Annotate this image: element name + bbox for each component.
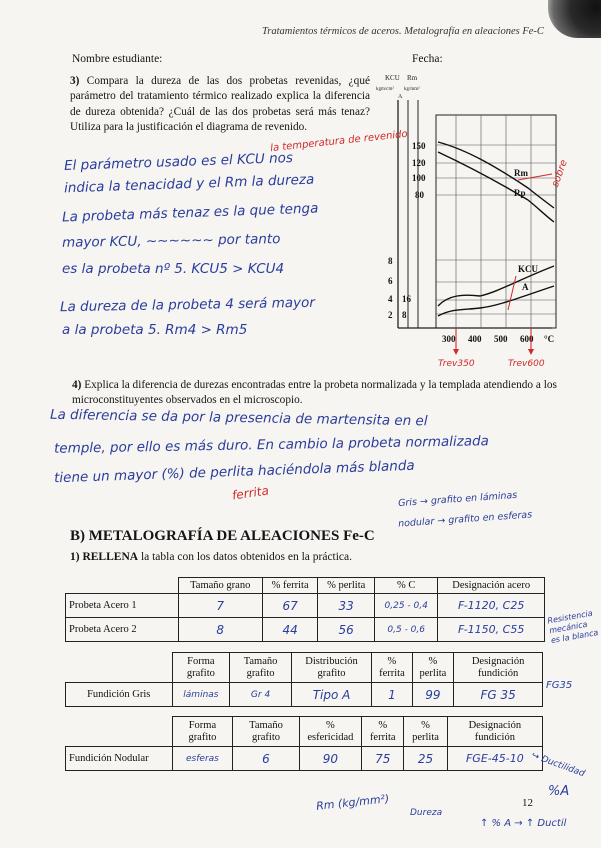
tick-100: 100 xyxy=(412,173,426,183)
q3-answer-line-1: El parámetro usado es el KCU nos xyxy=(63,150,294,174)
nodular-cell[interactable]: 90 xyxy=(299,747,362,771)
tick-mid-8: 8 xyxy=(402,310,407,320)
note-rm: Rm (kg/mm²) xyxy=(315,792,390,813)
gray-header-forma: Forma grafito xyxy=(172,653,230,683)
instruction-relleno xyxy=(70,551,352,563)
gray-cell[interactable]: láminas xyxy=(172,683,230,707)
axis-label-a: A xyxy=(398,94,403,100)
q4-answer-line-3: tiene un mayor (%) de perlita haciéndola más blanda xyxy=(53,457,415,487)
annotation-trev350: Trev350 xyxy=(438,359,475,369)
gray-table-corner xyxy=(66,653,173,683)
steel-table-corner xyxy=(66,578,179,594)
tick-300: 300 xyxy=(442,334,456,344)
curve-label-a: A xyxy=(522,282,529,292)
note-resistencia: Resistencia mecánica es la blanca xyxy=(546,608,599,646)
table-row xyxy=(66,747,543,771)
section-b-title: B) METALOGRAFÍA DE ALEACIONES Fe-C xyxy=(70,528,375,544)
gray-row-label: Fundición Gris xyxy=(66,683,173,707)
axis-label-rm: Rm xyxy=(407,74,418,82)
table-row xyxy=(66,618,545,642)
gray-header-tamano: Tamaño grafito xyxy=(230,653,292,683)
tick-500: 500 xyxy=(494,334,508,344)
note-nodular: nodular → grafito en esferas xyxy=(397,509,533,530)
tick-degc: °C xyxy=(544,334,555,344)
tick-16: 16 xyxy=(402,294,411,304)
tick-6: 6 xyxy=(388,276,393,286)
annotation-temperatura: la temperatura de revenido xyxy=(269,128,409,155)
nodular-header-designacion: Designación fundición xyxy=(447,717,542,747)
note-gris: Gris → grafito en láminas xyxy=(397,489,518,510)
instruction-relleno-rest: la tabla con los datos obtenidos en la práctica. xyxy=(138,551,353,563)
question-4 xyxy=(72,378,562,409)
steel-header-designacion: Designación acero xyxy=(438,578,545,594)
nodular-iron-table xyxy=(65,716,543,771)
gray-header-ferrita: % ferrita xyxy=(372,653,412,683)
annotation-trev600: Trev600 xyxy=(508,359,545,369)
steel-cell[interactable]: 56 xyxy=(318,618,375,642)
tick-400: 400 xyxy=(468,334,482,344)
question-4-number: 4) xyxy=(72,379,82,391)
nodular-table-corner xyxy=(66,717,173,747)
nodular-cell[interactable]: 6 xyxy=(233,747,299,771)
steel-table xyxy=(65,577,545,642)
nodular-header-ferrita: % ferrita xyxy=(362,717,404,747)
nodular-cell[interactable]: FGE-45-10 xyxy=(447,747,542,771)
curve-label-rp: Rp xyxy=(514,188,526,198)
q3-answer-line-2: indica la tenacidad y el Rm la dureza xyxy=(63,171,315,197)
instruction-relleno-bold: 1) RELLENA xyxy=(70,551,139,563)
gray-cell[interactable]: Tipo A xyxy=(291,683,371,707)
steel-header-perlita: % perlita xyxy=(318,578,375,594)
steel-cell[interactable]: 0,25 - 0,4 xyxy=(375,594,438,618)
gray-header-designacion: Designación fundición xyxy=(454,653,543,683)
note-ductilidad: ↪ Ductilidad xyxy=(529,750,586,780)
steel-cell[interactable]: F-1150, C55 xyxy=(438,618,545,642)
page-header: Tratamientos térmicos de aceros. Metalografía en aleaciones Fe-C xyxy=(262,26,544,37)
steel-cell[interactable]: 67 xyxy=(262,594,317,618)
nodular-header-tamano: Tamaño grafito xyxy=(233,717,299,747)
q4-answer-line-1: La diferencia se da por la presencia de martensita en el xyxy=(49,406,428,430)
steel-cell[interactable]: 7 xyxy=(178,594,262,618)
nodular-header-forma: Forma grafito xyxy=(172,717,233,747)
date-label: Fecha: xyxy=(412,53,443,65)
tick-2: 2 xyxy=(388,310,393,320)
tick-4: 4 xyxy=(388,294,393,304)
steel-cell[interactable]: 8 xyxy=(178,618,262,642)
question-3 xyxy=(70,74,370,135)
nodular-row-label: Fundición Nodular xyxy=(66,747,173,771)
tempering-diagram xyxy=(368,70,568,370)
steel-header-c: % C xyxy=(375,578,438,594)
table-row xyxy=(66,594,545,618)
question-3-number: 3) xyxy=(70,75,80,87)
gray-cell[interactable]: Gr 4 xyxy=(230,683,292,707)
axis-unit-rm: kg/mm² xyxy=(404,87,420,92)
curve-label-rm: Rm xyxy=(514,168,528,178)
tick-8: 8 xyxy=(388,256,393,266)
steel-cell[interactable]: 44 xyxy=(262,618,317,642)
steel-cell[interactable]: 33 xyxy=(318,594,375,618)
page-number: 12 xyxy=(522,797,533,809)
gray-cell[interactable]: FG 35 xyxy=(454,683,543,707)
question-3-text: Compara la dureza de las dos probetas revenidas, ¿qué parámetro del tratamiento térmico realizado explica la diferencia de dureza obtenida? ¿Cuál de las dos probetas será más tenaz? Utiliza para la justificación el diagrama de revenido. xyxy=(70,75,370,133)
student-name-label: Nombre estudiante: xyxy=(72,53,163,65)
question-4-text: Explica la diferencia de durezas encontradas entre la probeta normalizada y la templada atendiendo a los microconstituyentes observados en el microscopio. xyxy=(72,379,557,407)
gray-cell[interactable]: 1 xyxy=(372,683,412,707)
q4-answer-line-2: temple, por ello es más duro. En cambio la probeta normalizada xyxy=(53,433,490,457)
page-stain xyxy=(548,0,601,38)
note-fg35: FG35 xyxy=(546,680,573,691)
q3-answer-line-7: a la probeta 5. Rm4 > Rm5 xyxy=(62,322,248,338)
tick-120: 120 xyxy=(412,158,426,168)
steel-header-ferrita: % ferrita xyxy=(262,578,317,594)
note-percent-a: %A xyxy=(548,784,570,799)
tick-600: 600 xyxy=(520,334,534,344)
axis-unit-kcu: kgm/cm² xyxy=(376,87,394,92)
nodular-cell[interactable]: 75 xyxy=(362,747,404,771)
q3-answer-line-4: mayor KCU, ~~~~~~ por tanto xyxy=(61,231,281,251)
q3-answer-line-3: La probeta más tenaz es la que tenga xyxy=(61,200,319,226)
gray-header-perlita: % perlita xyxy=(412,653,454,683)
steel-row-label: Probeta Acero 2 xyxy=(66,618,179,642)
gray-header-distribucion: Distribución grafito xyxy=(291,653,371,683)
table-row xyxy=(66,683,543,707)
gray-iron-table xyxy=(65,652,543,707)
steel-cell[interactable]: F-1120, C25 xyxy=(438,594,545,618)
tick-150: 150 xyxy=(412,141,426,151)
rm-curve xyxy=(438,142,554,208)
axis-label-kcu: KCU xyxy=(385,74,400,82)
q3-answer-line-5: es la probeta nº 5. KCU5 > KCU4 xyxy=(62,261,285,277)
rp-curve xyxy=(438,152,554,222)
nodular-header-perlita: % perlita xyxy=(404,717,447,747)
gray-cell[interactable]: 99 xyxy=(412,683,454,707)
note-dureza: Dureza xyxy=(410,808,443,818)
steel-row-label: Probeta Acero 1 xyxy=(66,594,179,618)
annotation-sobre: sobre xyxy=(550,158,570,189)
curve-label-kcu: KCU xyxy=(518,264,538,274)
steel-cell[interactable]: 0,5 - 0,6 xyxy=(375,618,438,642)
tick-80: 80 xyxy=(415,190,424,200)
note-relation: ↑ % A → ↑ Ductil xyxy=(480,818,567,829)
q3-answer-line-6: La dureza de la probeta 4 será mayor xyxy=(59,294,315,316)
annotation-ferrita: ferrita xyxy=(231,483,270,503)
nodular-cell[interactable]: 25 xyxy=(404,747,447,771)
nodular-cell[interactable]: esferas xyxy=(172,747,233,771)
steel-header-tamano-grano: Tamaño grano xyxy=(178,578,262,594)
nodular-header-esfericidad: % esfericidad xyxy=(299,717,362,747)
